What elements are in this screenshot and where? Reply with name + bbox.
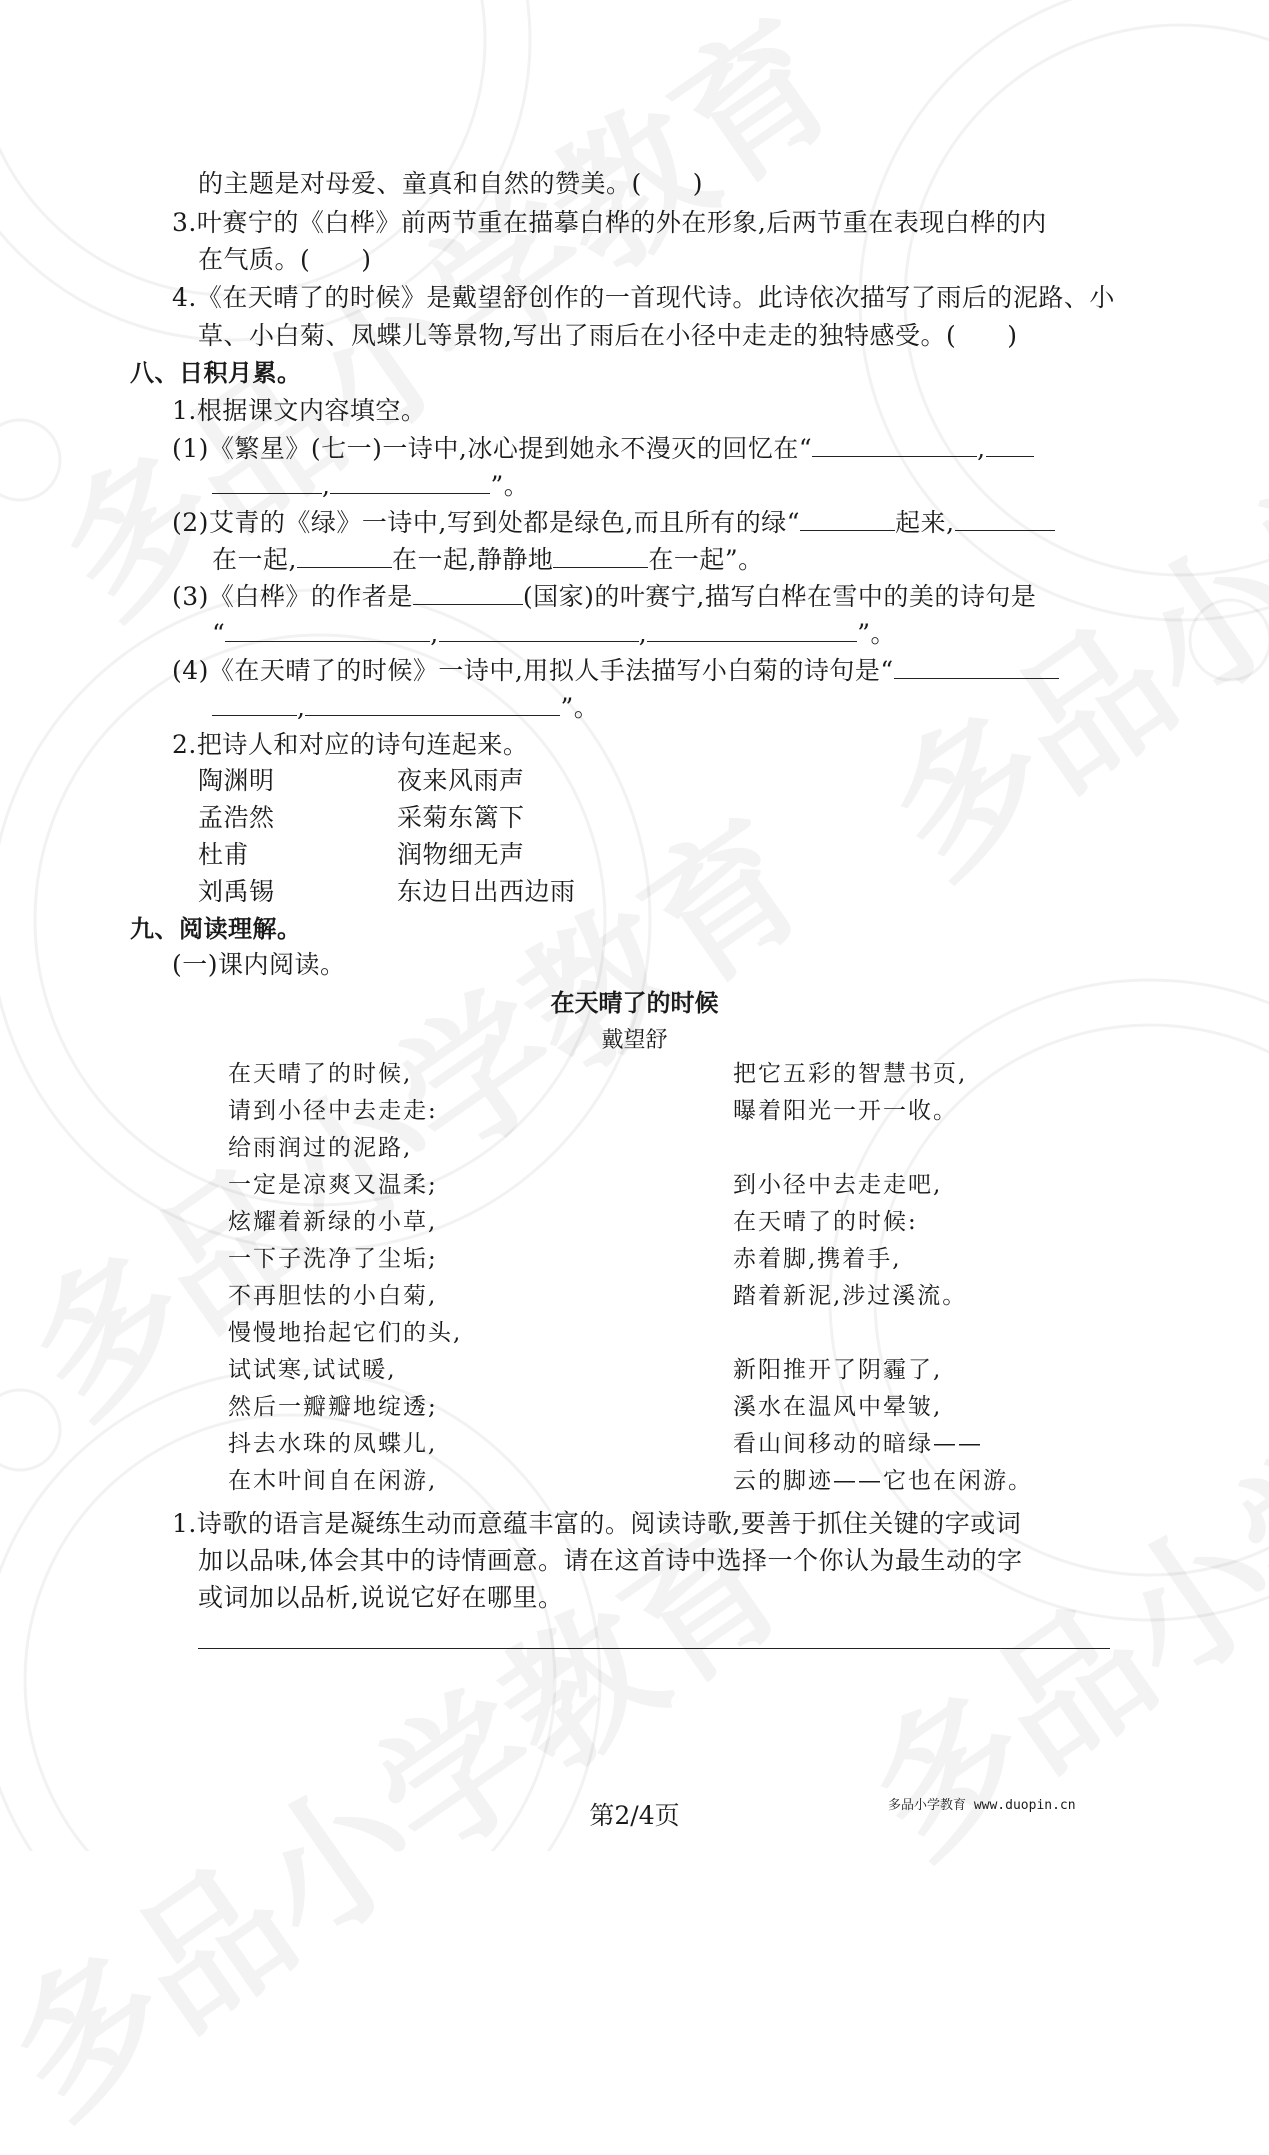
- fill-blank[interactable]: [212, 469, 322, 494]
- fill-blank[interactable]: [330, 469, 490, 494]
- poem-line-left: 一下子洗净了尘垢;: [228, 1246, 438, 1272]
- poem-line-right: 赤着脚,携着手,: [733, 1246, 902, 1272]
- poem-line-right: 看山间移动的暗绿——: [733, 1431, 983, 1457]
- section9-q1-cont: 加以品味,体会其中的诗情画意。请在这首诗中选择一个你认为最生动的字: [198, 1546, 1023, 1575]
- footer-site: 多品小学教育 www.duopin.cn: [888, 1798, 1076, 1813]
- verse-item[interactable]: 夜来风雨声: [397, 766, 525, 795]
- q1-2-text: 起来,: [895, 508, 955, 537]
- q7-item-4-cont: 草、小白菊、凤蝶儿等景物,写出了雨后在小径中走走的独特感受。( ): [198, 321, 1018, 350]
- poem-line-left: 在木叶间自在闲游,: [228, 1468, 438, 1494]
- close-quote: ”。: [857, 619, 896, 648]
- q7-item-3: 3.叶赛宁的《白桦》前两节重在描摹白桦的外在形象,后两节重在表现白桦的内: [172, 208, 1047, 237]
- poem-line-left: 请到小径中去走走:: [228, 1098, 438, 1124]
- poem-line-left: 然后一瓣瓣地绽透;: [228, 1394, 438, 1420]
- poem-line-left: 抖去水珠的凤蝶儿,: [228, 1431, 438, 1457]
- section9-q1: 1.诗歌的语言是凝练生动而意蕴丰富的。阅读诗歌,要善于抓住关键的字或词: [172, 1509, 1022, 1538]
- open-quote: “: [212, 619, 226, 648]
- section8-q1-3: [172, 579, 1036, 615]
- q7-item-3-cont: 在气质。( ): [198, 245, 372, 274]
- section8-q1-title: 1.根据课文内容填空。: [172, 396, 427, 425]
- poem-line-left: 一定是凉爽又温柔;: [228, 1172, 438, 1198]
- fill-blank[interactable]: [225, 617, 430, 642]
- poem-line-right: 在天晴了的时候:: [733, 1209, 918, 1235]
- comma: ,: [638, 619, 648, 648]
- comma: ,: [322, 471, 331, 500]
- poem-title: 在天晴了的时候: [550, 989, 719, 1017]
- q1-2-text: 在一起”。: [648, 545, 764, 574]
- section9-q1-cont: 或词加以品析,说说它好在哪里。: [198, 1583, 564, 1612]
- poem-line-left: 炫耀着新绿的小草,: [228, 1209, 438, 1235]
- comma: ,: [977, 434, 986, 463]
- q1-2-text: 在一起,静静地: [391, 545, 554, 574]
- section8-q1-2: [172, 505, 1055, 541]
- section8-q1-1-cont: [212, 468, 529, 504]
- section8-q1-1: [172, 431, 1034, 467]
- section8-q1-4: [172, 653, 1059, 689]
- section9-heading: 九、阅读理解。: [130, 915, 302, 943]
- q1-4-text: (4)《在天晴了的时候》一诗中,用拟人手法描写小白菊的诗句是“: [172, 656, 894, 685]
- fill-blank[interactable]: [439, 617, 639, 642]
- section8-q1-3-cont: [212, 616, 896, 652]
- answer-line[interactable]: [198, 1648, 1110, 1649]
- section8-q1-4-cont: [212, 690, 599, 726]
- fill-blank[interactable]: [986, 432, 1034, 457]
- verse-item[interactable]: 采菊东篱下: [397, 803, 525, 832]
- poet-item[interactable]: 刘禹锡: [198, 877, 275, 906]
- poem-line-right: 踏着新泥,涉过溪流。: [733, 1283, 968, 1309]
- poem-line-right: 把它五彩的智慧书页,: [733, 1061, 968, 1087]
- fill-blank[interactable]: [647, 617, 857, 642]
- fill-blank[interactable]: [297, 543, 392, 568]
- fill-blank[interactable]: [812, 432, 977, 457]
- poem-line-right: 云的脚迹——它也在闲游。: [733, 1468, 1033, 1494]
- q1-3-text: (国家)的叶赛宁,描写白桦在雪中的美的诗句是: [522, 582, 1037, 611]
- close-quote: ”。: [490, 471, 530, 500]
- poem-line-left: 慢慢地抬起它们的头,: [228, 1320, 463, 1346]
- comma: ,: [430, 619, 439, 648]
- verse-item[interactable]: 润物细无声: [397, 840, 525, 869]
- fill-blank[interactable]: [305, 691, 560, 716]
- poet-item[interactable]: 陶渊明: [198, 766, 275, 795]
- poem-line-right: 到小径中去走走吧,: [733, 1172, 943, 1198]
- section8-heading: 八、日积月累。: [130, 359, 302, 387]
- poem-author: 戴望舒: [601, 1028, 668, 1053]
- fill-blank[interactable]: [955, 506, 1055, 531]
- poem-line-left: 不再胆怯的小白菊,: [228, 1283, 438, 1309]
- q7-item-2-cont: 的主题是对母爱、童真和自然的赞美。( ): [198, 169, 704, 198]
- page-number: 第2/4页: [589, 1801, 680, 1830]
- poem-line-right: 溪水在温风中晕皱,: [733, 1394, 943, 1420]
- fill-blank[interactable]: [413, 580, 523, 605]
- verse-item[interactable]: 东边日出西边雨: [397, 877, 576, 906]
- q1-1-text: (1)《繁星》(七一)一诗中,冰心提到她永不漫灭的回忆在“: [172, 434, 813, 463]
- close-quote: ”。: [560, 693, 600, 722]
- fill-blank[interactable]: [894, 654, 1059, 679]
- section8-q2-title: 2.把诗人和对应的诗句连起来。: [172, 730, 529, 759]
- poem-line-left: 给雨润过的泥路,: [228, 1135, 413, 1161]
- poet-item[interactable]: 孟浩然: [198, 803, 275, 832]
- poem-line-left: 在天晴了的时候,: [228, 1061, 413, 1087]
- poet-item[interactable]: 杜甫: [198, 840, 250, 869]
- section9-sub: (一)课内阅读。: [172, 950, 346, 979]
- fill-blank[interactable]: [553, 543, 648, 568]
- q1-2-text: 在一起,: [212, 545, 297, 574]
- fill-blank[interactable]: [800, 506, 895, 531]
- q1-2-text: (2)艾青的《绿》一诗中,写到处都是绿色,而且所有的绿“: [172, 508, 801, 537]
- q7-item-4: 4.《在天晴了的时候》是戴望舒创作的一首现代诗。此诗依次描写了雨后的泥路、小: [172, 283, 1115, 312]
- poem-line-right: 新阳推开了阴霾了,: [733, 1357, 943, 1383]
- poem-line-right: 曝着阳光一开一收。: [733, 1098, 958, 1124]
- section8-q1-2-cont: [212, 542, 764, 578]
- poem-line-left: 试试寒,试试暖,: [228, 1357, 397, 1383]
- q1-3-text: (3)《白桦》的作者是: [172, 582, 413, 611]
- comma: ,: [297, 693, 306, 722]
- fill-blank[interactable]: [212, 691, 297, 716]
